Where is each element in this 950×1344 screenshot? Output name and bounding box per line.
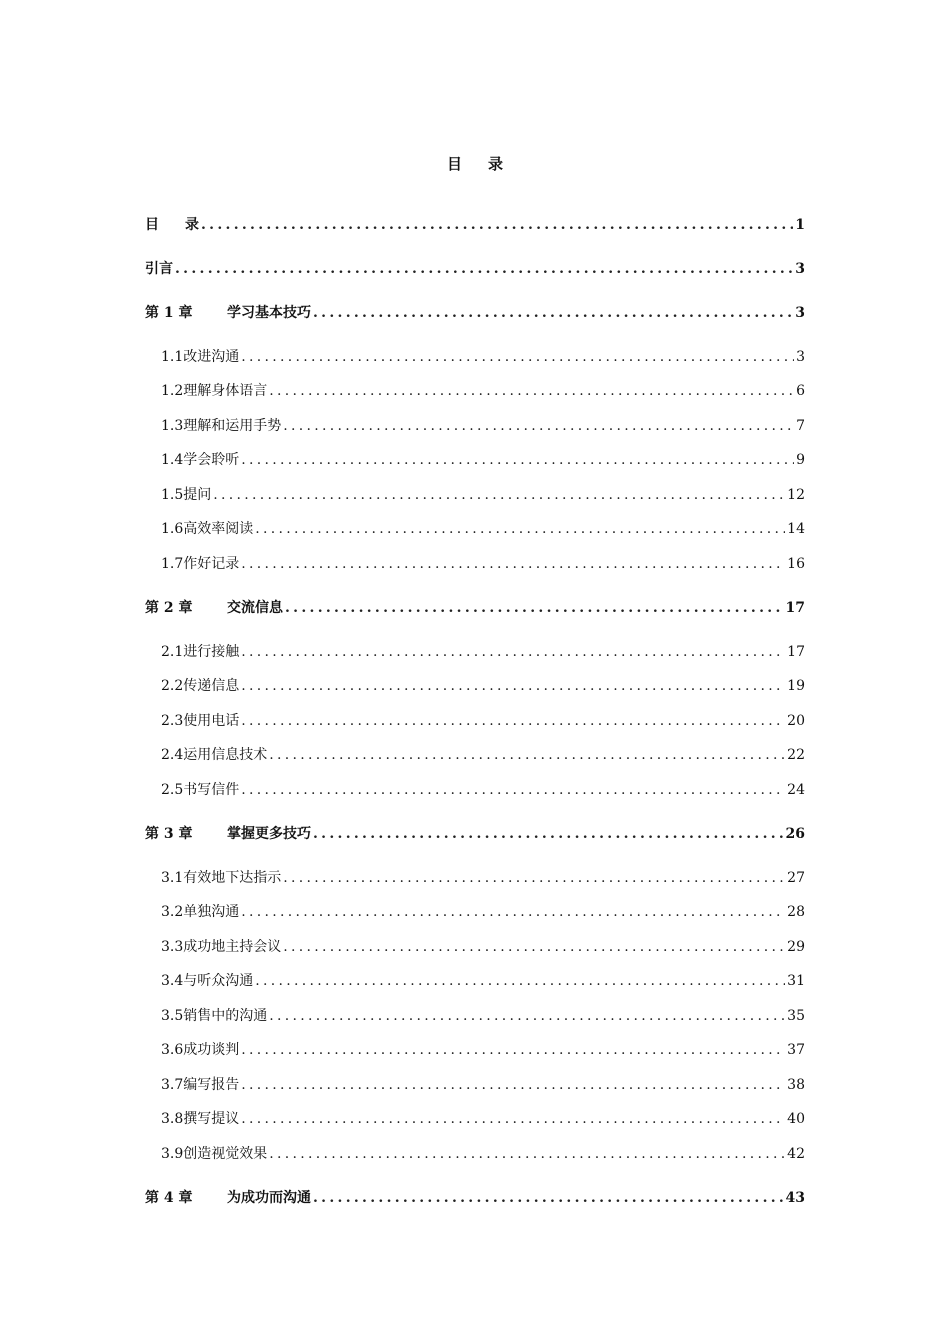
toc-entry-number: 1.6 (161, 521, 184, 537)
dot-leader (241, 676, 785, 696)
toc-entry-number: 1.3 (161, 418, 184, 434)
toc-entry-page: 27 (787, 870, 805, 886)
toc-entry-label: 使用电话 (183, 713, 240, 729)
toc-entry-number: 1.4 (161, 452, 184, 468)
toc-entry-label: 有效地下达指示 (183, 870, 282, 886)
toc-entry-page: 26 (785, 826, 805, 842)
toc-entry-chapter-1[interactable] (145, 303, 805, 323)
toc-entry-number: 2.2 (161, 678, 184, 694)
toc-entry-number: 第 3 章 (145, 826, 193, 842)
toc-entry-page: 1 (795, 217, 805, 233)
toc-entry-section-2-4[interactable] (161, 745, 805, 765)
toc-entry-number: 3.4 (161, 973, 184, 989)
toc-entry-section-3-9[interactable] (161, 1144, 805, 1164)
dot-leader (283, 868, 785, 888)
toc-entry-number: 3.2 (161, 904, 184, 920)
toc-entry-page: 12 (787, 487, 805, 503)
toc-entry-page: 16 (787, 556, 805, 572)
dot-leader (283, 937, 785, 957)
toc-entry-page: 42 (787, 1146, 805, 1162)
toc-entry-number: 1.2 (161, 383, 184, 399)
dot-leader (241, 1109, 785, 1129)
toc-entry-number: 2.4 (161, 747, 184, 763)
toc-entry-page: 14 (787, 521, 805, 537)
toc-entry-label: 成功地主持会议 (183, 939, 282, 955)
toc-entry-section-3-7[interactable] (161, 1075, 805, 1095)
toc-entry-page: 38 (787, 1077, 805, 1093)
toc-entry-section-3-1[interactable] (161, 868, 805, 888)
toc-entry-label: 理解身体语言 (183, 383, 268, 399)
toc-entry-label: 编写报告 (183, 1077, 240, 1093)
toc-entry-section-1-2[interactable] (161, 381, 805, 401)
dot-leader (241, 642, 785, 662)
toc-entry-page: 6 (796, 383, 805, 399)
toc-entry-label: 撰写提议 (183, 1111, 240, 1127)
dot-leader (269, 1144, 785, 1164)
dot-leader (313, 303, 793, 323)
toc-entry-label: 引言 (145, 261, 173, 277)
toc-entry-page: 20 (787, 713, 805, 729)
toc-entry-section-3-3[interactable] (161, 937, 805, 957)
dot-leader (241, 1040, 785, 1060)
dot-leader (241, 450, 794, 470)
toc-entry-label: 理解和运用手势 (183, 418, 282, 434)
toc-entry-page: 7 (796, 418, 805, 434)
toc-entry-page: 40 (787, 1111, 805, 1127)
toc-entry-section-1-6[interactable] (161, 519, 805, 539)
dot-leader (269, 745, 785, 765)
toc-entry-number: 第 4 章 (145, 1190, 193, 1206)
dot-leader (285, 598, 784, 618)
dot-leader (241, 780, 785, 800)
toc-entry-label: 提问 (183, 487, 212, 503)
toc-entry-section-1-4[interactable] (161, 450, 805, 470)
toc-entry-chapter-3[interactable] (145, 824, 805, 844)
dot-leader (255, 519, 785, 539)
toc-entry-number: 1.5 (161, 487, 184, 503)
toc-entry-chapter-4[interactable] (145, 1188, 805, 1208)
toc-entry-label: 学会聆听 (183, 452, 240, 468)
dot-leader (241, 347, 794, 367)
toc-entry-number: 1.7 (161, 556, 184, 572)
toc-entry-page: 3 (795, 305, 805, 321)
toc-entry-label: 书写信件 (183, 782, 240, 798)
toc-entry-label: 传递信息 (183, 678, 240, 694)
toc-entry-label: 改进沟通 (183, 349, 240, 365)
dot-leader (241, 554, 785, 574)
toc-entry-section-1-3[interactable] (161, 416, 805, 436)
toc-entry-mulu[interactable] (145, 215, 805, 235)
toc-entry-page: 17 (787, 644, 805, 660)
toc-entry-section-2-5[interactable] (161, 780, 805, 800)
page-title-part1: 目 (446, 155, 462, 173)
toc-entry-page: 43 (785, 1190, 805, 1206)
dot-leader (255, 971, 785, 991)
toc-entry-label: 学习基本技巧 (227, 305, 311, 321)
dot-leader (213, 485, 785, 505)
toc-entry-page: 29 (787, 939, 805, 955)
toc-entry-section-3-6[interactable] (161, 1040, 805, 1060)
toc-entry-section-2-3[interactable] (161, 711, 805, 731)
toc-entry-intro[interactable] (145, 259, 805, 279)
toc-entry-label: 交流信息 (227, 600, 283, 616)
page-title-part2: 录 (488, 155, 504, 173)
toc-entry-label: 创造视觉效果 (183, 1146, 268, 1162)
toc-entry-number: 第 1 章 (145, 305, 193, 321)
toc-entry-section-1-5[interactable] (161, 485, 805, 505)
dot-leader (241, 711, 785, 731)
toc-entry-section-1-1[interactable] (161, 347, 805, 367)
toc-entry-number: 第 2 章 (145, 600, 193, 616)
toc-entry-page: 3 (795, 261, 805, 277)
page-title (0, 153, 950, 174)
toc-entry-label: 进行接触 (183, 644, 240, 660)
toc-entry-page: 24 (787, 782, 805, 798)
toc-entry-label: 成功谈判 (183, 1042, 240, 1058)
dot-leader (175, 259, 793, 279)
toc-entry-chapter-2[interactable] (145, 598, 805, 618)
toc-entry-page: 9 (796, 452, 805, 468)
toc-entry-number: 3.1 (161, 870, 184, 886)
dot-leader (313, 1188, 784, 1208)
toc-entry-number: 2.1 (161, 644, 184, 660)
dot-leader (283, 416, 794, 436)
dot-leader (241, 902, 785, 922)
toc-entry-label: 目 录 (145, 217, 199, 233)
dot-leader (313, 824, 784, 844)
toc-entry-label: 为成功而沟通 (227, 1190, 311, 1206)
toc-entry-label: 高效率阅读 (183, 521, 254, 537)
toc-entry-number: 2.5 (161, 782, 184, 798)
toc-entry-label: 作好记录 (183, 556, 240, 572)
toc-entry-page: 28 (787, 904, 805, 920)
toc-entry-number: 3.8 (161, 1111, 184, 1127)
toc-entry-number: 3.5 (161, 1008, 184, 1024)
toc-entry-page: 35 (787, 1008, 805, 1024)
dot-leader (241, 1075, 785, 1095)
toc-entry-number: 2.3 (161, 713, 184, 729)
toc-entry-page: 19 (787, 678, 805, 694)
toc-entry-section-2-1[interactable] (161, 642, 805, 662)
dot-leader (269, 381, 794, 401)
toc-entry-page: 31 (787, 973, 805, 989)
toc-entry-section-3-2[interactable] (161, 902, 805, 922)
toc-entry-number: 1.1 (161, 349, 184, 365)
toc-entry-section-3-8[interactable] (161, 1109, 805, 1129)
toc-entry-label: 销售中的沟通 (183, 1008, 268, 1024)
toc-entry-section-3-5[interactable] (161, 1006, 805, 1026)
toc-entry-page: 37 (787, 1042, 805, 1058)
toc-entry-section-1-7[interactable] (161, 554, 805, 574)
toc-entry-number: 3.6 (161, 1042, 184, 1058)
toc-entry-page: 22 (787, 747, 805, 763)
toc-entry-number: 3.7 (161, 1077, 184, 1093)
toc-entry-page: 3 (796, 349, 805, 365)
toc-entry-page: 17 (785, 600, 805, 616)
dot-leader (269, 1006, 785, 1026)
toc-entry-label: 运用信息技术 (183, 747, 268, 763)
toc-entry-label: 掌握更多技巧 (227, 826, 311, 842)
toc-entry-label: 单独沟通 (183, 904, 240, 920)
toc-entry-section-2-2[interactable] (161, 676, 805, 696)
toc-entry-number: 3.3 (161, 939, 184, 955)
dot-leader (201, 215, 793, 235)
toc-entry-section-3-4[interactable] (161, 971, 805, 991)
toc-entry-label: 与听众沟通 (183, 973, 254, 989)
toc-entry-number: 3.9 (161, 1146, 184, 1162)
